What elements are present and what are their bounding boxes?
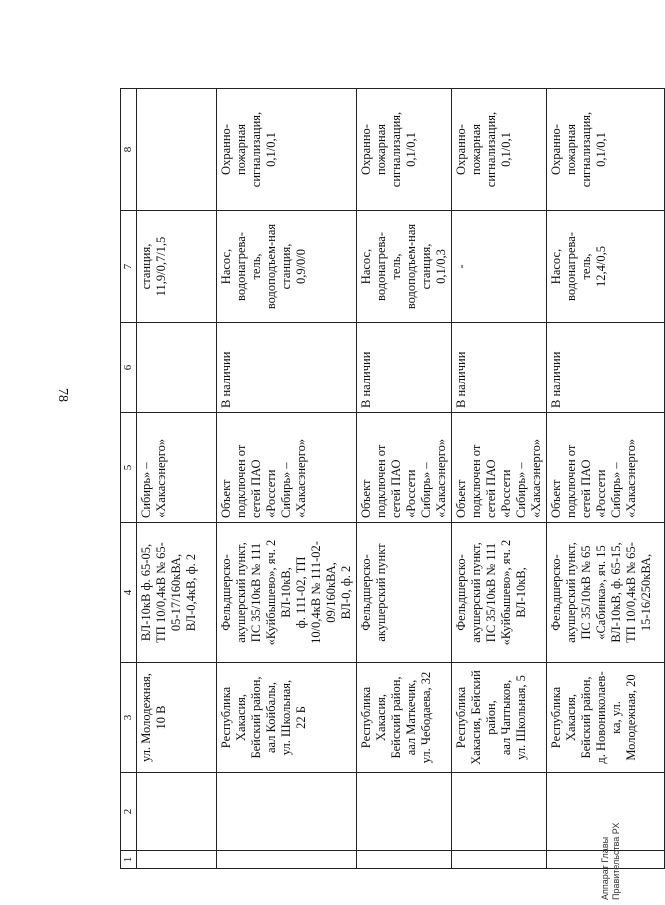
table-cell <box>137 323 217 413</box>
table-cell: Фельдшерско- акушерский пункт, ПС 35/10кВ № 111 «Куйбышево», яч. 2 ВЛ-10кВ, <box>452 523 547 663</box>
table-cell: В наличии <box>547 323 665 413</box>
table-cell <box>452 773 547 851</box>
table-row <box>217 89 357 869</box>
table-cell: Республика Хакасия, Бейский район, аал Маткечик, ул. Чебодаева, 32 <box>357 663 452 773</box>
table-row <box>137 89 217 869</box>
table-cell <box>357 851 452 869</box>
table-cell <box>452 851 547 869</box>
column-header: 4 <box>121 523 137 663</box>
footer-line: Аппарат Главы <box>600 836 610 900</box>
table-cell: Насос, водонагрева- тель, водоподъем-ная станция, 0,1/0,3 <box>357 211 452 323</box>
table-cell: Насос, водонагрева- тель, 12,4/0,5 <box>547 211 665 323</box>
table-cell: Объект подключен от сетей ПАО «Россети Сибирь» – «Хакасэнерго» <box>217 413 357 523</box>
table-cell <box>217 851 357 869</box>
table-cell: Охранно- пожарная сигнализация, 0,1/0,1 <box>357 89 452 211</box>
table-cell: Фельдшерско- акушерский пункт, ПС 35/10кВ № 111 «Куйбышево», яч. 2 ВЛ-10кВ, ф. 111-02, ТП 10/0,4кВ № 111-02- 09/160кВА, ВЛ-0, ф. 2 <box>217 523 357 663</box>
table-cell <box>137 851 217 869</box>
column-header: 2 <box>121 773 137 851</box>
table-cell: Сибирь» – «Хакасэнерго» <box>137 413 217 523</box>
footer-stamp <box>600 800 640 900</box>
table-cell: - <box>452 211 547 323</box>
table-cell: В наличии <box>452 323 547 413</box>
table-cell: Объект подключен от сетей ПАО «Россети Сибирь» – «Хакасэнерго» <box>547 413 665 523</box>
table-row <box>357 89 452 869</box>
footer-line: Правительства РХ <box>611 822 621 900</box>
table-row <box>452 89 547 869</box>
table-cell <box>137 773 217 851</box>
column-header: 1 <box>121 851 137 869</box>
page-number: 78 <box>55 388 70 402</box>
table-cell: Насос, водонагрева- тель, водоподъем-ная станция, 0,9/0/0 <box>217 211 357 323</box>
table-cell: Охранно- пожарная сигнализация, 0,1/0,1 <box>217 89 357 211</box>
table-cell: Объект подключен от сетей ПАО «Россети Сибирь» – «Хакасэнерго» <box>452 413 547 523</box>
table-cell: Фельдшерско- акушерский пункт, ПС 35/10кВ № 65 «Сабинка», яч. 15 ВЛ-10кВ, ф. 65-15, ТП 10/0,4кВ № 65- 15-16/250кВА, <box>547 523 665 663</box>
column-header: 5 <box>121 413 137 523</box>
column-header: 8 <box>121 89 137 211</box>
table-cell: Республика Хакасия, Бейский район, аал Чаптыков, ул. Школьная, 5 <box>452 663 547 773</box>
column-header: 7 <box>121 211 137 323</box>
table-row <box>547 89 665 869</box>
table-container <box>120 89 660 869</box>
table-cell <box>137 89 217 211</box>
data-table <box>120 88 665 869</box>
table-cell <box>217 773 357 851</box>
table-cell: Республика Хакасия, Бейский район, аал Койбалы, ул. Школьная, 22 Б <box>217 663 357 773</box>
table-cell: станция, 11,9/0,7/1,5 <box>137 211 217 323</box>
table-cell: В наличии <box>217 323 357 413</box>
column-header: 6 <box>121 323 137 413</box>
table-cell: Республика Хакасия, Бейский район, д. Новониколаев- ка, ул. Молодежная, 20 <box>547 663 665 773</box>
table-cell: Фельдшерско- акушерский пункт <box>357 523 452 663</box>
column-header: 3 <box>121 663 137 773</box>
table-cell: Объект подключен от сетей ПАО «Россети Сибирь» – «Хакасэнерго» <box>357 413 452 523</box>
table-header-row <box>121 89 137 869</box>
table-cell: Охранно- пожарная сигнализация, 0,1/0,1 <box>547 89 665 211</box>
table-cell <box>357 773 452 851</box>
table-cell: ВЛ-10кВ ф. 65-05, ТП 10/0,4кВ № 65- 05-17/160кВА, ВЛ-0,4кВ, ф. 2 <box>137 523 217 663</box>
table-cell: В наличии <box>357 323 452 413</box>
table-cell: ул. Молодежная, 10 В <box>137 663 217 773</box>
table-cell: Охранно- пожарная сигнализация, 0,1/0,1 <box>452 89 547 211</box>
